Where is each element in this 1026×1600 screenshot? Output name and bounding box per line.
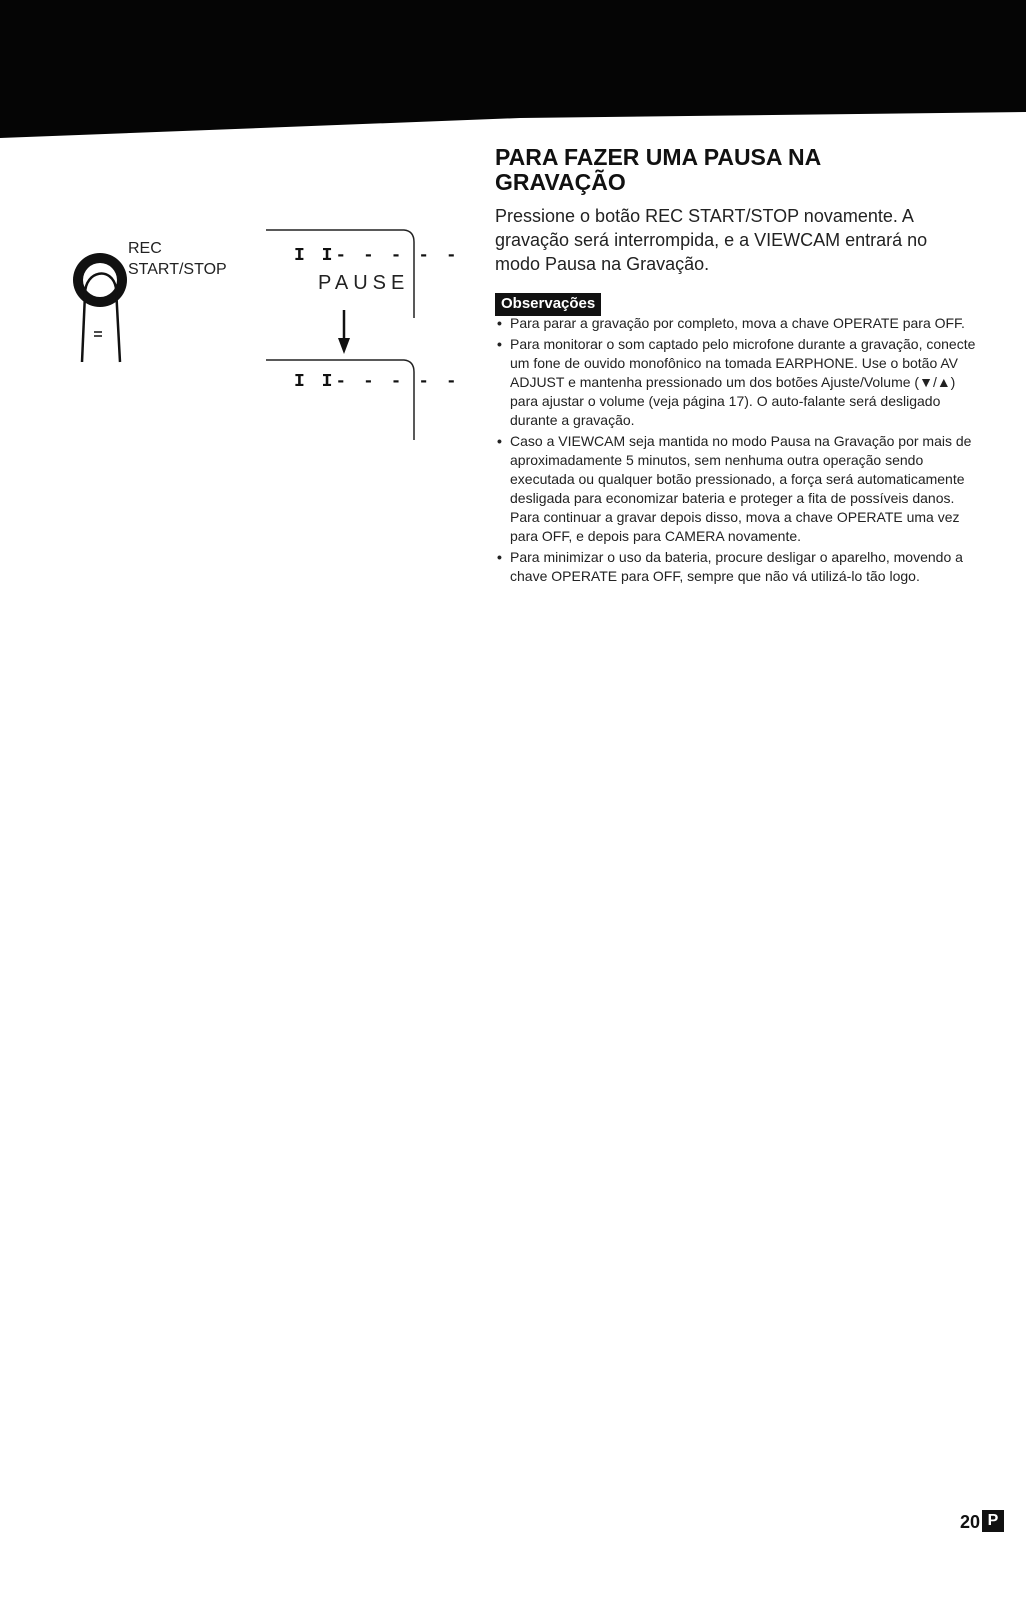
language-badge: P [982,1510,1004,1532]
viewfinder-indicator: I I- - - - - [294,246,460,266]
list-item: • Para parar a gravação por completo, mova a chave OPERATE para OFF. [497,315,965,331]
list-item: • Caso a VIEWCAM seja mantida no modo Pausa na Gravação por mais de aproximadamente 5 minutos, sem nenhuma outra operação sendo executada ou qualquer botão pressionado, a força será automaticamente desligada para economizar bateria e proteger a fita de possíveis danos. Para continuar a gravar depois disso, mova a chave OPERATE uma vez para OFF, e depois para CAMERA novamente. [497,433,972,544]
viewfinder-pause-text: PAUSE [318,272,410,294]
header-rule [0,100,1026,150]
intro-paragraph: Pressione o botão REC START/STOP novamente. A gravação será interrompida, e a VIEWCAM entrará no modo Pausa na Gravação. [495,206,928,274]
section-title: PARA FAZER UMA PAUSA NA GRAVAÇÃO [495,144,822,195]
down-arrow-icon [332,310,356,356]
list-item: • Para monitorar o som captado pelo microfone durante a gravação, conecte um fone de ouvido monofônico na tomada EARPHONE. Use o botão AV ADJUST e mantenha pressionado um dos botões Ajuste/Volume (▼/▲) para ajustar o volume (veja página 17). O auto-falante será desligado durante a gravação. [497,336,976,428]
notes-list [497,314,987,588]
finger-pressing-button-icon [60,250,140,370]
viewfinder-indicator: I I- - - - - [294,372,460,392]
header-band [0,0,1026,100]
viewfinder-display-pause [266,228,460,320]
rec-start-stop-label: REC START/STOP [128,240,227,278]
notes-heading: Observações [495,293,601,316]
list-item: • Para minimizar o uso da bateria, procure desligar o aparelho, movendo a chave OPERATE para OFF, sempre que não vá utilizá-lo tão logo. [497,549,963,584]
page-number: 20 [960,1512,981,1532]
viewfinder-display-paused [266,358,460,442]
